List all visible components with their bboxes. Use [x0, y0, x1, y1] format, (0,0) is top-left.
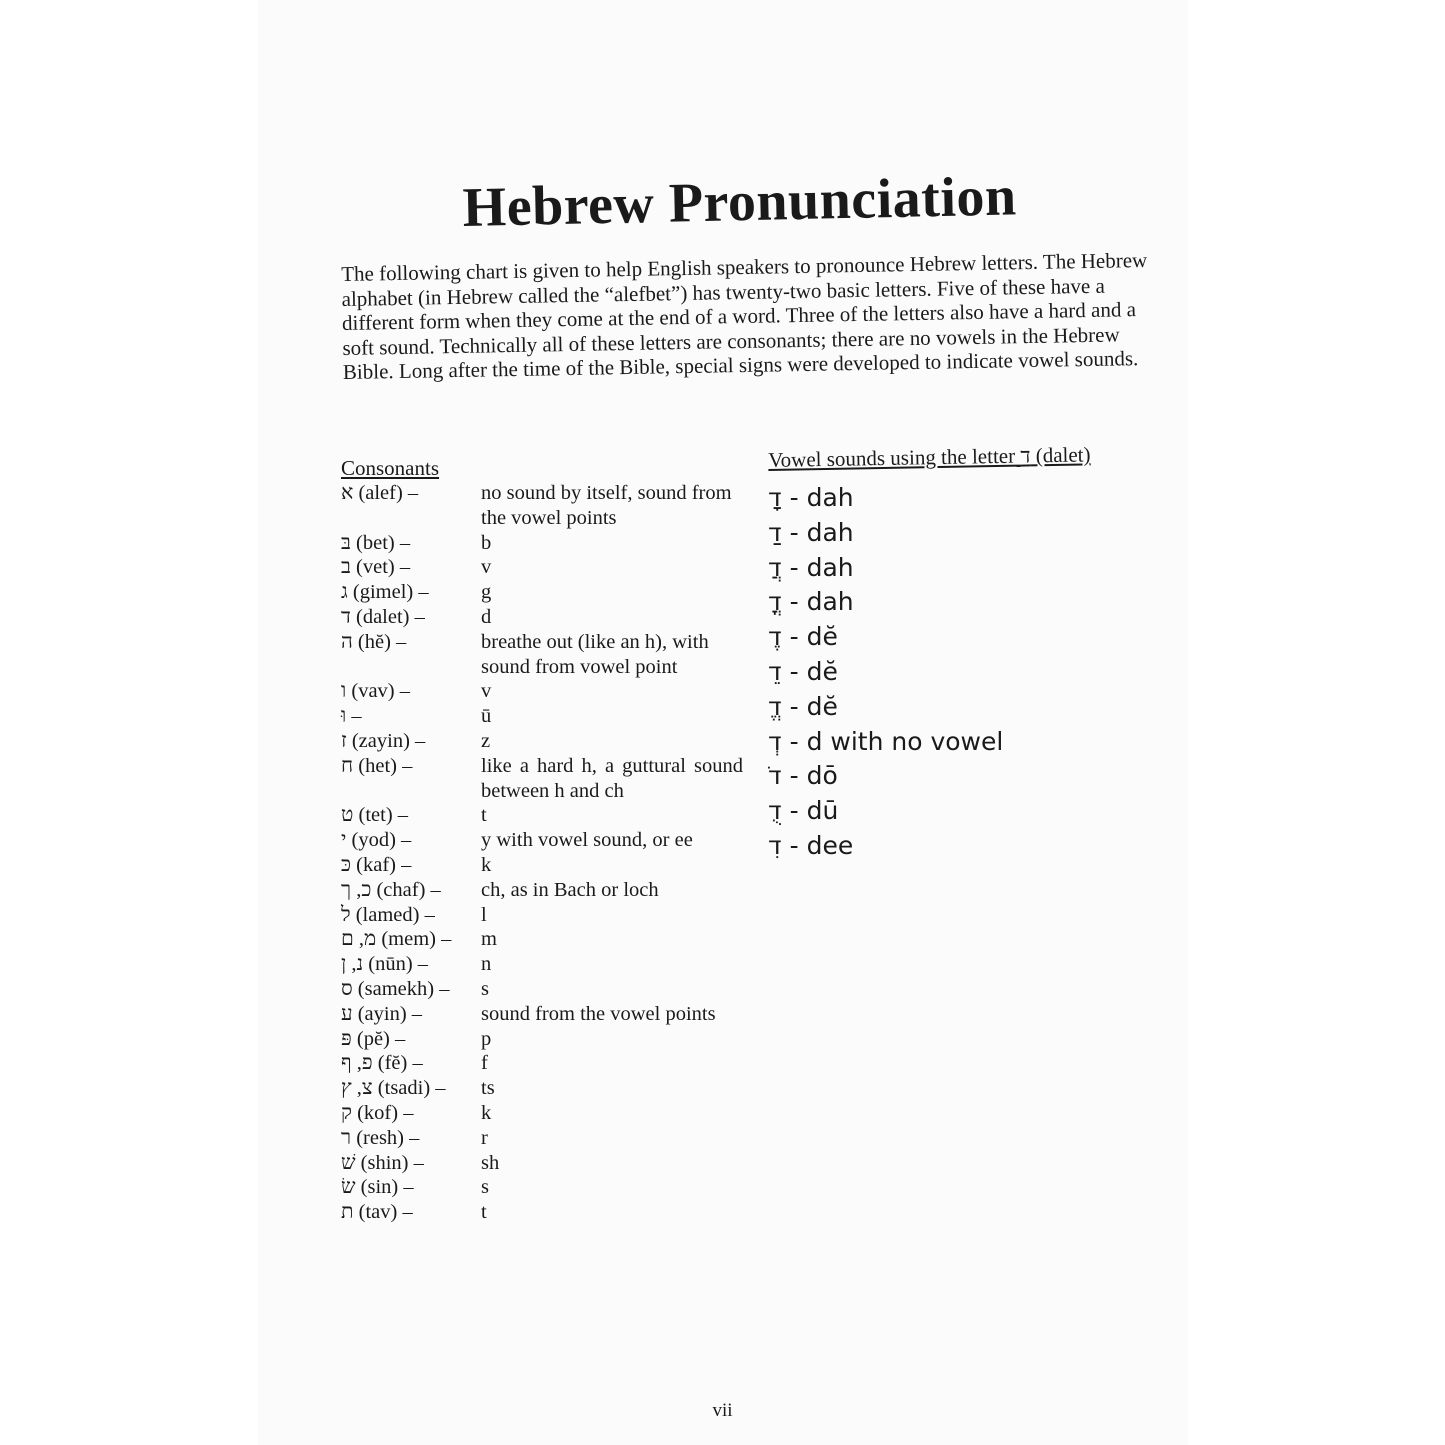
consonant-row-yod	[341, 828, 761, 853]
consonant-letter: ב (vet) –	[341, 556, 411, 579]
consonant-sound: t	[481, 1201, 487, 1224]
vowel-row-kubutz: דֻ - dū	[768, 796, 839, 826]
consonant-letter: שׂ (sin) –	[341, 1176, 414, 1199]
vowel-row-sheva: דְ - d with no vowel	[768, 726, 1004, 756]
consonant-sound: b	[481, 531, 492, 554]
consonant-sound: f	[481, 1052, 488, 1075]
vowel-row-hataf-patah: דֲ - dah	[768, 552, 854, 582]
consonant-sound: y with vowel sound, or ee	[481, 829, 693, 852]
consonant-row-kaf	[341, 853, 761, 878]
consonant-row-resh	[341, 1126, 761, 1151]
vowel-row-holam: דֹ - dō	[768, 761, 838, 791]
vowel-row-patah: דַ - dah	[768, 517, 854, 547]
consonant-sound: r	[481, 1126, 488, 1149]
consonant-row-lamed	[341, 903, 761, 928]
consonant-letter: כּ (kaf) –	[341, 853, 412, 876]
consonant-letter: ר (resh) –	[341, 1126, 420, 1149]
consonant-letter: פ, ף (fĕ) –	[341, 1052, 423, 1075]
vowel-sounds-heading: Vowel sounds using the letter ד (dalet)	[768, 442, 1091, 472]
consonant-letter: ז (zayin) –	[341, 729, 426, 752]
consonant-sound: k	[481, 1101, 492, 1124]
consonant-row-bet	[341, 531, 761, 556]
consonant-letter: וּ –	[341, 705, 362, 728]
consonant-sound: d	[481, 605, 492, 628]
consonant-row-tsadi	[341, 1076, 761, 1101]
consonant-row-vet	[341, 555, 761, 580]
consonant-sound: t	[481, 804, 487, 827]
page-title: Hebrew Pronunciation	[462, 164, 1018, 239]
consonant-letter: צ, ץ (tsadi) –	[341, 1077, 446, 1100]
consonant-sound: l	[481, 903, 487, 926]
consonant-row-shin	[341, 1151, 761, 1176]
consonants-heading: Consonants	[341, 456, 440, 480]
vowel-row-hataf-segol: דֱ - dĕ	[768, 691, 838, 721]
consonant-sound: v	[481, 556, 492, 579]
consonant-letter: ס (samekh) –	[341, 977, 450, 1000]
consonant-row-tav	[341, 1200, 761, 1225]
consonant-letter: ו (vav) –	[341, 680, 411, 703]
consonant-row-gimel	[341, 580, 761, 605]
consonant-letter: ח (het) –	[341, 754, 413, 777]
consonant-sound: ū	[481, 705, 492, 728]
consonant-letter: ג (gimel) –	[341, 581, 429, 604]
consonant-sound: sh	[481, 1151, 500, 1174]
consonant-row-tet	[341, 803, 761, 828]
consonant-row-shuruk	[341, 704, 761, 729]
consonant-row-alef	[341, 481, 761, 531]
consonant-sound: breathe out (like an h), with sound from vowel point	[481, 630, 709, 678]
consonant-row-vav	[341, 679, 761, 704]
consonant-row-chaf	[341, 878, 761, 903]
consonant-sound: no sound by itself, sound from the vowel points	[481, 482, 732, 529]
consonant-row-pe	[341, 1027, 761, 1052]
consonant-letter: מ, ם (mem) –	[341, 928, 452, 951]
consonant-row-dalet	[341, 605, 761, 630]
consonant-row-ayin	[341, 1002, 761, 1027]
consonant-sound: k	[481, 853, 492, 876]
consonant-letter: ק (kof) –	[341, 1101, 414, 1124]
consonant-letter: שׁ (shin) –	[341, 1151, 424, 1174]
vowel-row-segol: דֶ - dĕ	[768, 622, 838, 652]
consonant-sound: p	[481, 1027, 492, 1050]
consonant-letter: א (alef) –	[341, 482, 419, 504]
consonant-sound: s	[481, 1176, 489, 1199]
vowel-row-tsere: דֵ - dĕ	[768, 656, 838, 686]
vowel-sounds-list	[768, 481, 1068, 864]
consonant-letter: בּ (bet) –	[341, 531, 411, 554]
vowel-row-hataf-kamatz: דֳ - dah	[768, 587, 854, 617]
consonant-row-mem	[341, 927, 761, 952]
vowel-row-kamatz: דָ - dah	[768, 483, 854, 512]
page-number: vii	[712, 1400, 733, 1421]
consonant-row-kof	[341, 1101, 761, 1126]
consonant-sound: g	[481, 581, 492, 604]
consonant-row-zayin	[341, 729, 761, 754]
consonant-letter: ת (tav) –	[341, 1201, 413, 1224]
consonant-letter: ד (dalet) –	[341, 605, 425, 628]
consonant-letter: נ, ן (nūn) –	[341, 953, 429, 976]
consonant-row-sin	[341, 1175, 761, 1200]
consonant-sound: n	[481, 953, 492, 976]
consonant-sound: s	[481, 977, 489, 1000]
consonant-letter: ה (hĕ) –	[341, 630, 407, 653]
intro-paragraph: The following chart is given to help English speakers to pronounce Hebrew letters. The Hebrew alphabet (in Hebrew called the “alefbet”) has twenty-two basic letters. Five of these have a different form when they come at the end of a word. Three of the letters also have a hard and a soft sound. Technically all of these letters are consonants; there are no vowels in the Hebrew Bible. Long after the time of the Bible, special signs were developed to indicate vowel sounds.	[341, 247, 1148, 385]
consonant-sound: z	[481, 729, 491, 752]
consonant-sound: m	[481, 928, 497, 951]
consonant-letter: ל (lamed) –	[341, 903, 435, 926]
consonant-row-samekh	[341, 977, 761, 1002]
consonant-sound: like a hard h, a guttural sound between h and ch	[481, 754, 743, 802]
consonant-row-het	[341, 754, 761, 804]
consonant-letter: כ, ך (chaf) –	[341, 878, 441, 901]
consonant-letter: ט (tet) –	[341, 804, 409, 827]
consonant-sound: sound from the vowel points	[481, 1002, 716, 1025]
consonant-row-nun	[341, 952, 761, 977]
consonant-letter: י (yod) –	[341, 829, 412, 852]
consonants-list	[341, 481, 761, 1225]
consonant-row-he	[341, 630, 761, 680]
vowel-row-hiriq: דִ - dee	[768, 830, 854, 860]
consonant-letter: פּ (pĕ) –	[341, 1027, 406, 1050]
consonant-row-fe	[341, 1051, 761, 1076]
consonant-sound: ch, as in Bach or loch	[481, 878, 659, 901]
consonant-sound: v	[481, 680, 492, 703]
consonant-sound: ts	[481, 1077, 495, 1100]
consonant-letter: ע (ayin) –	[341, 1002, 423, 1025]
